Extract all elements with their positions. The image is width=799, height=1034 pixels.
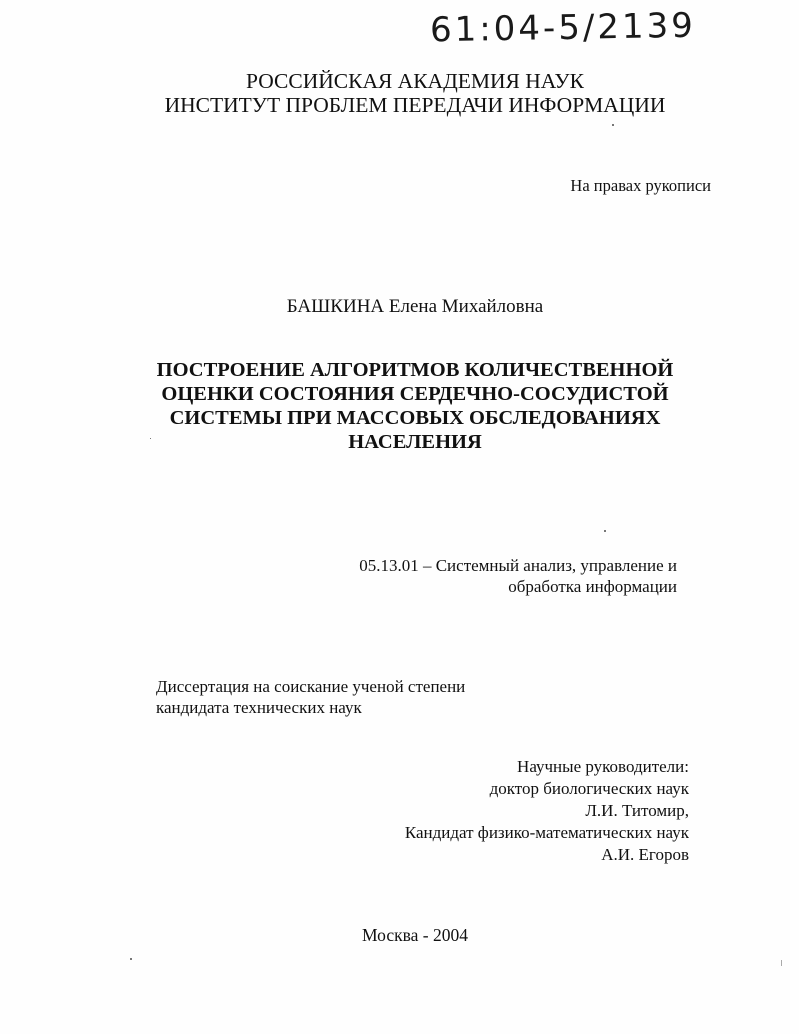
supervisor-name: Л.И. Титомир, bbox=[585, 801, 689, 820]
title-line: ПОСТРОЕНИЕ АЛГОРИТМОВ КОЛИЧЕСТВЕННОЙ bbox=[156, 359, 674, 381]
supervisors-heading: Научные руководители: bbox=[517, 757, 689, 776]
specialty-line: обработка информации bbox=[508, 577, 677, 596]
specialty-block bbox=[359, 555, 677, 597]
supervisors-block bbox=[405, 756, 689, 866]
supervisor-name: А.И. Егоров bbox=[601, 845, 689, 864]
degree-line: кандидата технических наук bbox=[156, 698, 362, 717]
author-name: БАШКИНА Елена Михайловна bbox=[286, 296, 544, 317]
dissertation-title bbox=[100, 358, 730, 454]
title-line: НАСЕЛЕНИЯ bbox=[348, 431, 482, 453]
title-line: СИСТЕМЫ ПРИ МАССОВЫХ ОБСЛЕДОВАНИЯХ bbox=[169, 407, 661, 429]
scan-speck bbox=[781, 960, 782, 966]
supervisor-degree: доктор биологических наук bbox=[489, 779, 689, 798]
scan-speck bbox=[130, 958, 132, 960]
academy-name: РОССИЙСКАЯ АКАДЕМИЯ НАУК bbox=[246, 69, 584, 93]
scan-speck bbox=[150, 438, 151, 439]
scan-speck bbox=[612, 124, 614, 126]
specialty-line: 05.13.01 – Системный анализ, управление и bbox=[359, 556, 677, 575]
title-line: ОЦЕНКИ СОСТОЯНИЯ СЕРДЕЧНО-СОСУДИСТОЙ bbox=[161, 383, 669, 405]
scan-speck bbox=[604, 530, 606, 532]
city-year: Москва - 2004 bbox=[362, 925, 468, 945]
archive-mark: 61:04-5/2139 bbox=[429, 5, 697, 51]
institute-name: ИНСТИТУТ ПРОБЛЕМ ПЕРЕДАЧИ ИНФОРМАЦИИ bbox=[164, 93, 666, 117]
supervisor-degree: Кандидат физико-математических наук bbox=[404, 823, 689, 842]
manuscript-rights-note: На правах рукописи bbox=[570, 176, 711, 195]
degree-line: Диссертация на соискание ученой степени bbox=[156, 677, 466, 696]
degree-block bbox=[156, 676, 465, 718]
